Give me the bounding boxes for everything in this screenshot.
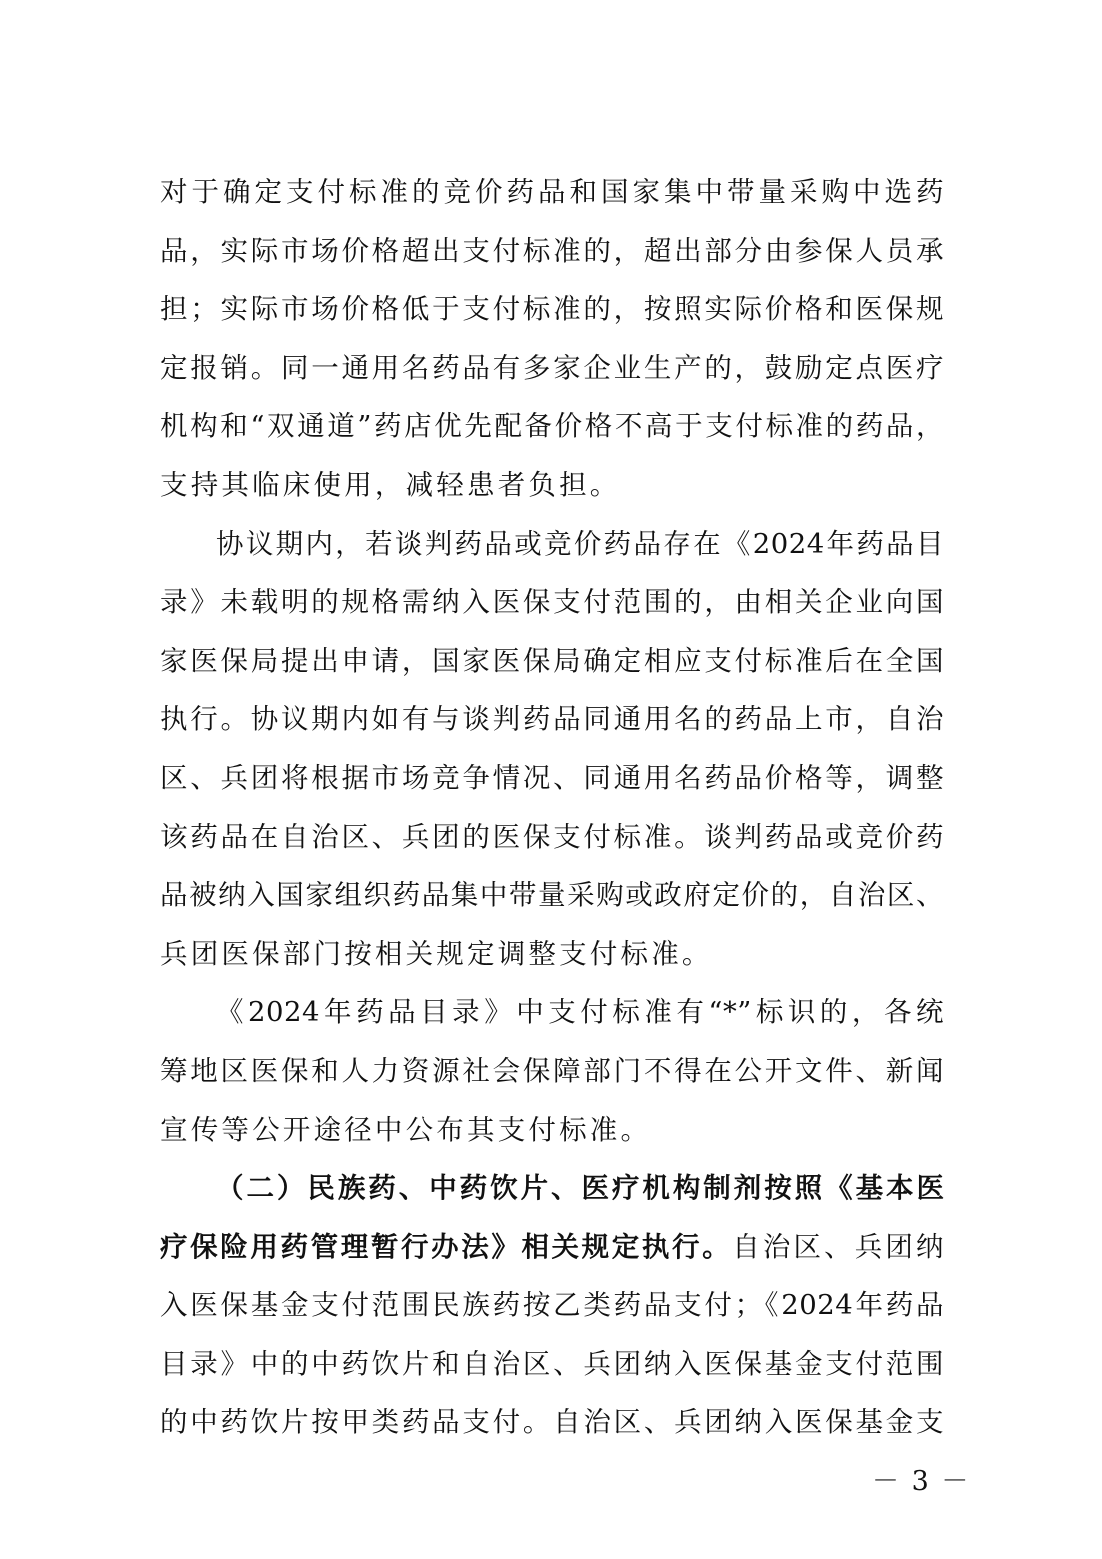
paragraph-line: 协议期内，若谈判药品或竞价药品存在《2024年药品目 <box>216 527 944 560</box>
paragraph-text: 自治区、兵团纳 <box>732 1230 945 1263</box>
paragraph-line: 担；实际市场价格低于支付标准的，按照实际价格和医保规 <box>160 293 944 326</box>
paragraph-line: 筹地区医保和人力资源社会保障部门不得在公开文件、新闻 <box>160 1054 944 1087</box>
paragraph-line: 对于确定支付标准的竞价药品和国家集中带量采购中选药 <box>160 176 944 208</box>
paragraph-line: 宣传等公开途径中公布其支付标准。 <box>160 1113 652 1146</box>
section-heading-tail: 疗保险用药管理暂行办法》相关规定执行。 <box>160 1230 733 1263</box>
paragraph-line: 入医保基金支付范围民族药按乙类药品支付；《2024年药品 <box>160 1289 944 1322</box>
paragraph-line: 品被纳入国家组织药品集中带量采购或政府定价的，自治区、 <box>160 879 944 912</box>
paragraph-line: 录》未载明的规格需纳入医保支付范围的，由相关企业向国 <box>160 586 944 619</box>
paragraph-line: 的中药饮片按甲类药品支付。自治区、兵团纳入医保基金支 <box>160 1406 944 1439</box>
paragraph-line: 家医保局提出申请，国家医保局确定相应支付标准后在全国 <box>160 644 944 677</box>
paragraph-line: 区、兵团将根据市场竞争情况、同通用名药品价格等，调整 <box>160 761 944 794</box>
paragraph-line: 《2024年药品目录》中支付标准有“*”标识的，各统 <box>216 996 944 1029</box>
paragraph-line: 兵团医保部门按相关规定调整支付标准。 <box>160 937 713 970</box>
paragraph-line: 该药品在自治区、兵团的医保支付标准。谈判药品或竞价药 <box>160 820 944 853</box>
paragraph-line: 机构和“双通道”药店优先配备价格不高于支付标准的药品， <box>160 410 944 443</box>
section-heading-line: （二）民族药、中药饮片、医疗机构制剂按照《基本医 <box>216 1172 944 1205</box>
paragraph-line-mixed <box>160 1218 944 1277</box>
paragraph-line: 执行。协议期内如有与谈判药品同通用名的药品上市，自治 <box>160 703 944 736</box>
paragraph-line: 定报销。同一通用名药品有多家企业生产的，鼓励定点医疗 <box>160 351 944 384</box>
paragraph-line: 品，实际市场价格超出支付标准的，超出部分由参保人员承 <box>160 234 944 267</box>
page-number: － 3 － <box>872 1466 971 1497</box>
paragraph-line: 支持其临床使用，减轻患者负担。 <box>160 468 621 501</box>
document-body <box>160 163 944 1452</box>
paragraph-line: 目录》中的中药饮片和自治区、兵团纳入医保基金支付范围 <box>160 1347 944 1380</box>
